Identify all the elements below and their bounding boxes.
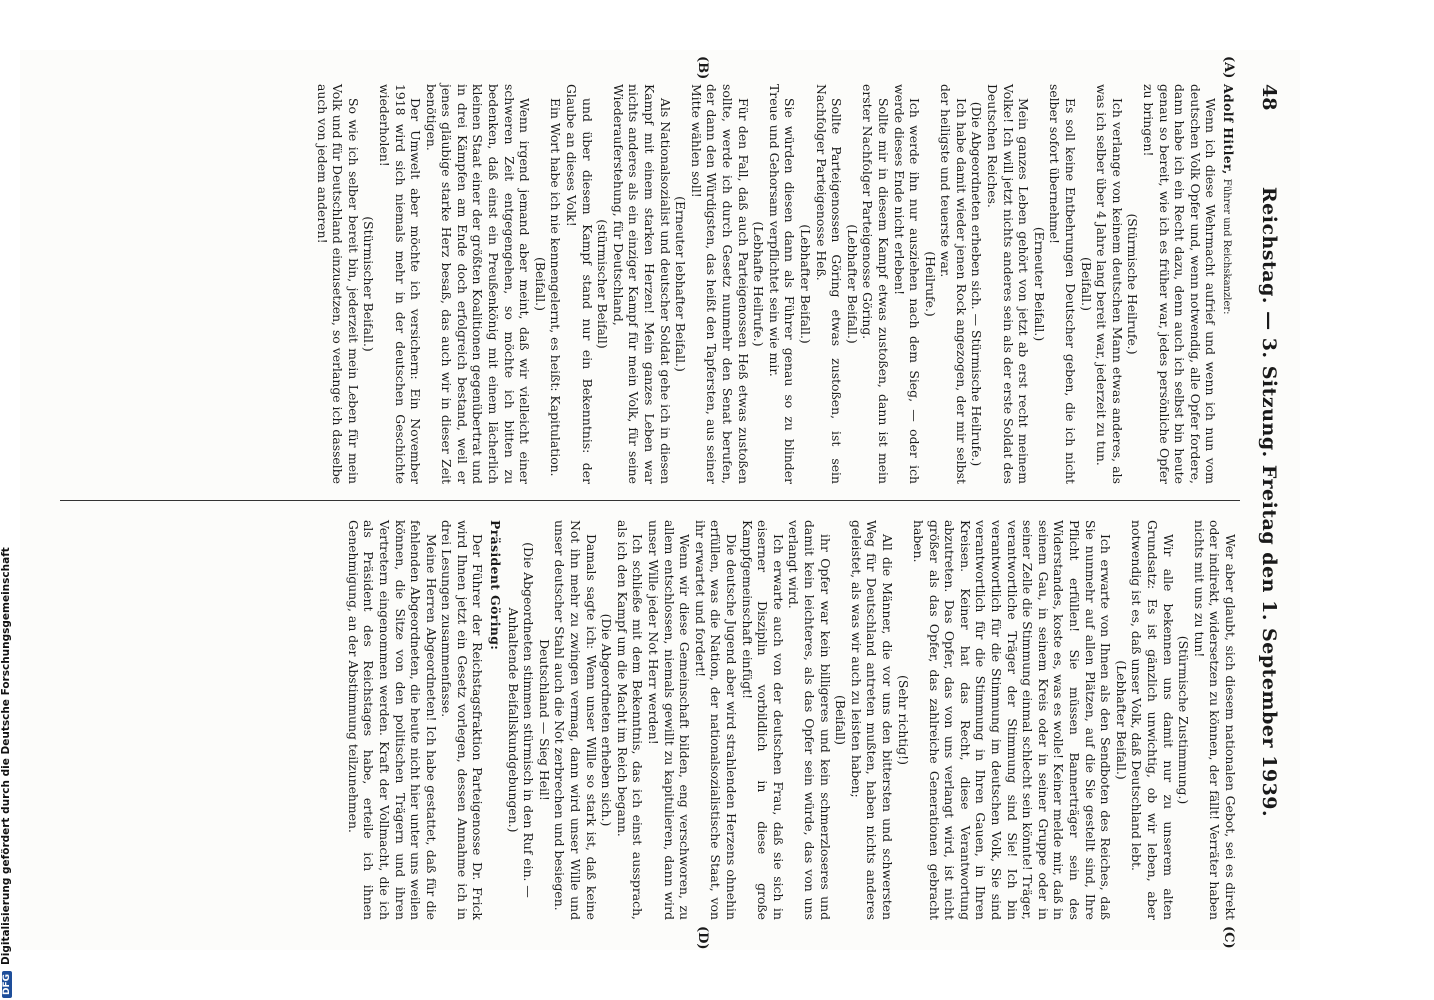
stage-direction: (Lebhafte Heilrufe.) [751,221,767,347]
paragraph: Ich schließe mit dem Bekenntnis, das ich einst aussprach, als ich den Kampf um die Macht im Reich begann. [614,520,646,920]
paragraph: ihr Opfer war kein billigeres und kein schmerzloseres und damit kein leichteres, als das Opfer sein würde, das von uns verlangt wird. [786,520,833,920]
paragraph: Wenn ich diese Wehrmacht aufrief und wenn ich nun vom deutschen Volk Opfer und, wenn notwendig, alle Opfer fordere, dann habe ich ein Recht dazu, denn auch ich selbst bin heute genau so bereit, wie ich es früher war, jedes persönliche Opfer zu bringen! [1141,84,1219,484]
stage-direction: (Erneuter lebhafter Beifall.) [673,196,689,372]
paragraph: Sollte Parteigenossen Göring etwas zustoßen, ist sein Nachfolger Parteigenosse Heß. [813,84,845,484]
paragraph: Wenn wir diese Gemeinschaft bilden, eng verschworen, zu allem entschlossen, niemals gewillt zu kapitulieren, dann wird unser Wille jeder Not Herr werden! [646,520,693,920]
speaker-role: Führer und Reichskanzler: [1221,178,1232,315]
left-column [314,84,1238,484]
paragraph: Ich erwarte auch von der deutschen Frau, daß sie sich in eiserner Disziplin vorbildlich in diese große Kampfgemeinschaft einfügt! [739,520,786,920]
page-title: Reichstag. — 3. Sitzung. Freitag den 1. September 1939. [1258,186,1280,818]
paragraph: Ich habe damit wieder jenen Rock angezogen, der mir selbst der heiligste und teuerste war. [938,84,969,484]
page-number: 48 [1258,84,1280,111]
paragraph: Wer aber glaubt, sich diesem nationalen Gebot, sei es direkt oder indirekt, widersetzen zu können, der fällt! Verräter haben nichts mit uns zu tun! [1191,520,1238,920]
paragraph: Der Umwelt aber möchte ich versichern: Ein November 1918 wird sich niemals mehr in der deutschen Geschichte wiederholen! [376,84,424,484]
paragraph: Wenn irgend jemand aber meint, daß wir vielleicht einer schweren Zeit entgegengehen, so möchte ich bitten zu bedenken, daß einst ein Preußenkönig mit einem lächerlich kleinen Staat einer der größten Koalitionen gegenübertrat und in drei Kämpfen am Ende doch erfolgreich bestand, weil er jenes gläubige starke Herz besaß, das auch wir in dieser Zeit benötigen. [423,84,533,484]
margin-mark-b: (B) [695,56,710,80]
paragraph: Ich verlange von keinem deutschen Mann etwas anderes, als was ich selber über 4 Jahre lang bereit war, jederzeit zu tun. [1094,84,1125,484]
margin-mark-c: (C) [1221,926,1236,949]
page-header [1254,84,1280,920]
paragraph: Es soll keine Entbehrungen Deutscher geben, die ich nicht selber sofort übernehme! [1047,84,1079,484]
paragraph: und über diesem Kampf stand nur ein Bekenntnis: der Glaube an dieses Volk! [564,84,595,484]
paragraph: Sie würden diesen dann als Führer genau so zu blinder Treue und Gehorsam verpflichtet sein wie mir. [766,84,798,484]
paragraph: Die deutsche Jugend aber wird strahlenden Herzens ohnehin erfüllen, was die Nation, der nationalsozialistische Staat, von ihr erwartet und fordert! [692,520,739,920]
margin-mark-a: (A) [1221,56,1236,79]
paragraph: Sollte mir in diesem Kampf etwas zustoßen, dann ist mein erster Nachfolger Parteigenosse Göring. [860,84,891,484]
speaker-line [486,520,504,920]
stage-direction: (Die Abgeordneten stimmen stürmisch in den Ruf ein. — Anhaltende Beifallskundgebungen.) [505,542,537,898]
stage-direction: (Beifall.) [532,257,548,311]
scanned-page [20,50,1300,950]
stage-direction: (Die Abgeordneten erheben sich.) [599,613,615,827]
stage-direction: (Stürmische Zustimmung.) [1176,635,1192,805]
stage-direction: (Erneuter Beifall.) [1031,226,1047,342]
paragraph: Damals sagte ich: Wenn unser Wille so stark ist, daß keine Not ihn mehr zu zwingen vermag, dann wird unser Wille und unser deutscher Stahl auch die Not zerbrechen und besiegen. [552,520,599,920]
paragraph: Wir alle bekennen uns damit nur zu unserem alten Grundsatz: Es ist gänzlich unwichtig, ob wir leben, aber notwendig ist es, daß unser Volk, daß Deutschland lebt. [1129,520,1176,920]
footer-text: Digitalisierung gefördert durch die Deutsche Forschungsgemeinschaft [0,547,12,965]
paragraph: Für den Fall, daß auch Parteigenossen Heß etwas zustoßen sollte, werde ich durch Gesetz nunmehr den Senat berufen, der dann den Würdigsten, das heißt den Tapfersten, aus seiner Mitte wählen soll! [688,84,751,484]
stage-direction: (stürmischer Beifall) [595,219,611,349]
paragraph: Meine Herren Abgeordneten! Ich habe gestattet, daß für die fehlenden Abgeordneten, die heute nicht hier unter uns weilen können, die Sitze von den politischen Trägern und ihren Vertretern eingenommen werden. Kraft der Vollmacht, die ich als Präsident des Reichstages habe, erteile ich ihnen Genehmigung, an der Abstimmung teilzunehmen. [345,520,439,920]
paragraph: Ich werde ihn nur ausziehen nach dem Sieg, — oder ich werde dieses Ende nicht erleben! [891,84,923,484]
paragraph: Mein ganzes Leben gehört von jetzt ab erst recht meinem Volke! Ich will jetzt nichts anderes sein als der erste Soldat des Deutschen Reiches. [985,84,1032,484]
stage-direction: (Lebhafter Beifall.) [797,224,813,344]
stage-direction: (Lebhafter Beifall.) [844,224,860,344]
stage-direction: (Stürmische Heilrufe.) [1125,213,1141,355]
digitization-footer [0,0,16,998]
stage-direction: (Stürmischer Beifall.) [361,216,377,352]
speaker-line [1218,84,1236,484]
margin-mark-d: (D) [695,926,710,950]
dfg-logo: DFG [2,971,12,998]
paragraph: So wie ich selber bereit bin, jederzeit mein Leben für mein Volk und für Deutschland einzusetzen, so verlange ich dasselbe auch von jedem anderen! [314,84,361,484]
speaker-name: Adolf Hitler, [1221,84,1236,175]
stage-direction: (Beifall) [833,695,849,745]
stage-direction: (Die Abgeordneten erheben sich. — Stürmische Heilrufe.) [969,101,985,467]
right-column [345,520,1238,920]
paragraph: Der Führer der Reichstagsfraktion Parteigenosse Dr. Frick wird Ihnen jetzt ein Gesetz vorlegen, dessen Annahme ich in drei Lesungen zusammenfasse. [439,520,486,920]
stage-direction: (Heilrufe.) [922,251,938,317]
speaker-name: Präsident Göring: [488,520,504,651]
paragraph: Als Nationalsozialist und deutscher Soldat gehe ich in diesen Kampf mit einem starken Herzen! Mein ganzes Leben war nichts anderes als ein einziger Kampf für mein Volk, für seine Wiederauferstehung, für Deutschland, [610,84,673,484]
stage-direction: (Lebhafter Beifall.) [1113,660,1129,780]
stage-direction: (Beifall.) [1078,257,1094,311]
stage-direction: Deutschland — Sieg Heil! [536,639,552,801]
paragraph: All die Männer, die vor uns den bittersten und schwersten Weg für Deutschland antreten mußten, haben nichts anderes geleistet, als was wir auch zu leisten haben; [848,520,895,920]
column-divider [60,500,1240,501]
paragraph: Ich erwarte von Ihnen als den Sendboten des Reiches, daß Sie nunmehr auf allen Plätzen, auf die Sie gestellt sind, Ihre Pflicht erfüllen! Sie müssen Bannerträger sein des Widerstandes, koste es, was es wolle! Keiner melde mir, daß in seinem Gau, in seinem Kreis oder in seiner Gruppe oder in seiner Zelle die Stimmung einmal schlecht sein könnte! Träger, verantwortliche Träger der Stimmung sind Sie! Ich bin verantwortlich für die Stimmung im deutschen Volk, Sie sind verantwortlich für die Stimmung in Ihren Gauen, in Ihren Kreisen. Keiner hat das Recht, diese Verantwortung abzutreten. Das Opfer, das von uns verlangt wird, ist nicht größer als das Opfer, das zahlreiche Generationen gebracht haben. [911,520,1114,920]
paragraph: Ein Wort habe ich nie kennengelernt, es heißt: Kapitulation. [548,98,564,477]
stage-direction: (Sehr richtig!) [895,675,911,765]
